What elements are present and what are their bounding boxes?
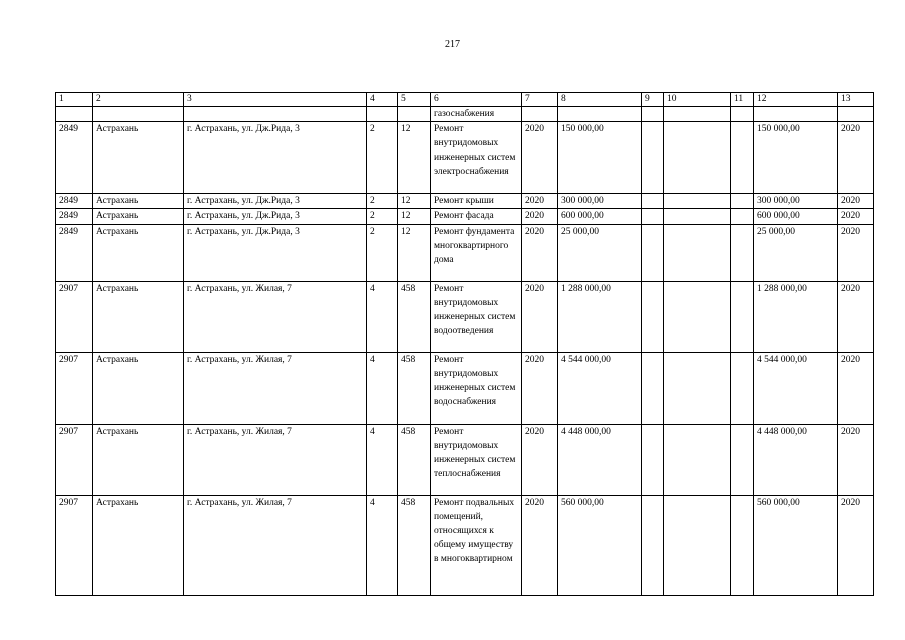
cell-work-type [431,209,522,224]
cell-apartments [398,495,431,595]
cell-total [754,122,838,194]
table-row [56,352,874,424]
cell-text: 2849 [59,124,78,135]
cell-start-year [522,209,558,224]
cell-text: 2020 [841,354,860,365]
cell-text: 4 [370,354,375,365]
cell-total [754,93,838,107]
cell-text: 2 [370,124,375,135]
cell-text: 2 [370,211,375,222]
cell-locality [93,352,184,424]
cell-work-type [431,122,522,194]
cell-work-type [431,281,522,352]
cell-cost [558,93,642,107]
header-row [56,93,874,107]
cell-row-id [56,93,93,107]
cell-apartments [398,194,431,209]
cell-locality [93,107,184,122]
cell-text: 560 000,00 [561,497,604,508]
cell-col11 [731,194,754,209]
table-row [56,495,874,595]
cell-text: газоснабжения [434,109,495,119]
cell-col10 [664,281,731,352]
cell-end-year [838,424,874,495]
cell-text: 458 [401,283,416,294]
cell-text: 2 [370,196,375,207]
cell-total [754,107,838,122]
cell-locality [93,93,184,107]
cell-text: 12 [757,94,767,104]
cell-start-year [522,352,558,424]
cell-row-id [56,209,93,224]
cell-text: 12 [401,226,411,237]
cell-text: 2020 [841,211,860,222]
cell-text: Ремонт внутридомовых инженерных систем водоотведения [434,283,516,337]
cell-start-year [522,93,558,107]
cell-floors [367,424,398,495]
cell-text: Астрахань [96,211,139,222]
cell-text: 150 000,00 [757,124,800,135]
cell-floors [367,93,398,107]
cell-col10 [664,209,731,224]
page-number: 217 [445,39,460,50]
cell-apartments [398,224,431,281]
cell-col10 [664,194,731,209]
cell-text: 6 [434,94,439,104]
cell-text: 4 [370,283,375,294]
cell-text: 560 000,00 [757,497,800,508]
cell-address [184,495,367,595]
cell-text: 1 288 000,00 [561,283,611,294]
cell-row-id [56,194,93,209]
cell-address [184,352,367,424]
cell-text: г. Астрахань, ул. Дж.Рида, 3 [187,124,300,135]
cell-cost [558,352,642,424]
cell-col9 [642,424,664,495]
cell-text: 25 000,00 [757,226,795,237]
cell-col9 [642,209,664,224]
cell-text: Астрахань [96,283,139,294]
cell-text: 2 [96,94,101,104]
cell-apartments [398,424,431,495]
cell-text: Ремонт внутридомовых инженерных систем электроснабжения [434,124,516,177]
cell-cost [558,194,642,209]
cell-col10 [664,424,731,495]
cell-text: 2020 [841,226,860,237]
cell-total [754,194,838,209]
cell-text: Астрахань [96,226,139,237]
cell-row-id [56,281,93,352]
cell-start-year [522,224,558,281]
cell-text: 458 [401,497,416,508]
cell-floors [367,209,398,224]
cell-work-type [431,224,522,281]
cell-text: г. Астрахань, ул. Жилая, 7 [187,426,292,437]
cell-text: 2849 [59,196,78,207]
cell-col11 [731,122,754,194]
table-row [56,224,874,281]
cell-apartments [398,209,431,224]
cell-text: 2907 [59,497,78,508]
cell-end-year [838,122,874,194]
cell-total [754,224,838,281]
cell-end-year [838,93,874,107]
cell-apartments [398,93,431,107]
cell-cost [558,224,642,281]
cell-text: 2020 [525,497,544,508]
cell-floors [367,281,398,352]
cell-text: 600 000,00 [757,211,800,222]
cell-text: 4 [370,497,375,508]
cell-text: 4 448 000,00 [561,426,611,437]
cell-total [754,424,838,495]
cell-apartments [398,107,431,122]
cell-work-type [431,93,522,107]
cell-text: Ремонт внутридомовых инженерных систем теплоснабжения [434,426,516,480]
cell-text: 2020 [841,426,860,437]
cell-floors [367,224,398,281]
cell-text: Астрахань [96,497,139,508]
cell-text: 3 [187,94,192,104]
cell-text: 458 [401,354,416,365]
cell-text: 2020 [841,196,860,207]
cell-end-year [838,495,874,595]
cell-text: Астрахань [96,354,139,365]
cell-locality [93,424,184,495]
cell-apartments [398,122,431,194]
cell-text: 4 544 000,00 [561,354,611,365]
cell-work-type [431,495,522,595]
cell-locality [93,224,184,281]
cell-col10 [664,93,731,107]
cell-text: 2849 [59,211,78,222]
cell-col10 [664,224,731,281]
cell-end-year [838,352,874,424]
cell-row-id [56,224,93,281]
cell-text: Ремонт внутридомовых инженерных систем водоснабжения [434,354,516,408]
table-row [56,424,874,495]
cell-text: 25 000,00 [561,226,599,237]
cell-address [184,107,367,122]
cell-cost [558,122,642,194]
cell-locality [93,194,184,209]
table-row [56,194,874,209]
cell-text: 7 [525,94,530,104]
cell-locality [93,209,184,224]
cell-text: г. Астрахань, ул. Жилая, 7 [187,497,292,508]
cell-text: 5 [401,94,406,104]
cell-text: 12 [401,196,411,207]
table-body [56,93,874,596]
cell-text: 2020 [525,283,544,294]
cell-text: 4 448 000,00 [757,426,807,437]
cell-total [754,281,838,352]
cell-end-year [838,209,874,224]
cell-address [184,224,367,281]
cell-text: 300 000,00 [561,196,604,207]
cell-text: 2907 [59,426,78,437]
cell-cost [558,209,642,224]
cell-text: Ремонт крыши [434,196,494,207]
cell-row-id [56,424,93,495]
cell-text: г. Астрахань, ул. Жилая, 7 [187,283,292,294]
cell-text: Астрахань [96,196,139,207]
cell-text: 2907 [59,354,78,365]
cell-cost [558,495,642,595]
cell-text: 12 [401,124,411,135]
cell-text: 2 [370,226,375,237]
cell-start-year [522,194,558,209]
cell-total [754,209,838,224]
cell-floors [367,495,398,595]
cell-text: 458 [401,426,416,437]
cell-text: Ремонт фасада [434,211,494,222]
cell-end-year [838,224,874,281]
cell-cost [558,107,642,122]
cell-row-id [56,495,93,595]
cell-text: Ремонт подвальных помещений, относящихся к общему имуществу в многоквартирном [434,497,515,565]
cell-end-year [838,281,874,352]
cell-text: г. Астрахань, ул. Дж.Рида, 3 [187,196,300,207]
repair-program-table [55,92,874,596]
cell-text: 2907 [59,283,78,294]
cell-col11 [731,93,754,107]
cell-col11 [731,281,754,352]
cell-text: 4 [370,94,375,104]
cell-col9 [642,107,664,122]
cell-end-year [838,194,874,209]
cell-floors [367,122,398,194]
cell-text: 4 [370,426,375,437]
cell-col11 [731,209,754,224]
cell-start-year [522,281,558,352]
cell-locality [93,495,184,595]
cell-text: 600 000,00 [561,211,604,222]
cell-col9 [642,194,664,209]
cell-floors [367,194,398,209]
cell-text: 2020 [841,283,860,294]
cell-total [754,352,838,424]
table-row [56,281,874,352]
cell-text: 2020 [525,211,544,222]
cell-work-type [431,424,522,495]
cell-col11 [731,424,754,495]
cell-text: 9 [645,94,650,104]
cell-total [754,495,838,595]
cell-start-year [522,495,558,595]
cell-text: 2020 [525,124,544,135]
cell-text: 150 000,00 [561,124,604,135]
cell-cost [558,281,642,352]
cell-text: 2849 [59,226,78,237]
cell-col11 [731,352,754,424]
cell-apartments [398,281,431,352]
cell-text: 2020 [841,124,860,135]
cell-floors [367,352,398,424]
cell-text: 13 [841,94,851,104]
cell-col9 [642,224,664,281]
cell-text: 2020 [525,196,544,207]
cell-locality [93,281,184,352]
cell-text: 1 [59,94,64,104]
cell-col10 [664,495,731,595]
cell-col9 [642,352,664,424]
cell-text: 2020 [525,354,544,365]
cell-text: 8 [561,94,566,104]
cell-col11 [731,107,754,122]
cell-col11 [731,495,754,595]
cell-text: 12 [401,211,411,222]
cell-floors [367,107,398,122]
cell-text: 11 [734,94,744,104]
cell-row-id [56,122,93,194]
table-row [56,107,874,122]
cell-address [184,209,367,224]
cell-address [184,93,367,107]
cell-text: г. Астрахань, ул. Дж.Рида, 3 [187,226,300,237]
cell-text: 2020 [525,226,544,237]
cell-text: 4 544 000,00 [757,354,807,365]
cell-text: 2020 [841,497,860,508]
cell-work-type [431,107,522,122]
cell-row-id [56,352,93,424]
cell-work-type [431,194,522,209]
cell-text: 10 [667,94,677,104]
cell-address [184,281,367,352]
cell-text: Астрахань [96,426,139,437]
cell-text: 1 288 000,00 [757,283,807,294]
cell-text: Ремонт фундамента многоквартирного дома [434,226,515,266]
cell-col9 [642,93,664,107]
table-row [56,209,874,224]
cell-col10 [664,352,731,424]
cell-locality [93,122,184,194]
cell-text: г. Астрахань, ул. Жилая, 7 [187,354,292,365]
cell-address [184,122,367,194]
cell-col10 [664,122,731,194]
cell-start-year [522,107,558,122]
table-row [56,122,874,194]
cell-start-year [522,122,558,194]
cell-col10 [664,107,731,122]
cell-address [184,194,367,209]
cell-start-year [522,424,558,495]
cell-apartments [398,352,431,424]
cell-row-id [56,107,93,122]
cell-col9 [642,495,664,595]
cell-address [184,424,367,495]
cell-col9 [642,122,664,194]
cell-text: г. Астрахань, ул. Дж.Рида, 3 [187,211,300,222]
cell-col11 [731,224,754,281]
cell-col9 [642,281,664,352]
cell-text: 300 000,00 [757,196,800,207]
cell-cost [558,424,642,495]
cell-end-year [838,107,874,122]
cell-work-type [431,352,522,424]
cell-text: 2020 [525,426,544,437]
cell-text: Астрахань [96,124,139,135]
